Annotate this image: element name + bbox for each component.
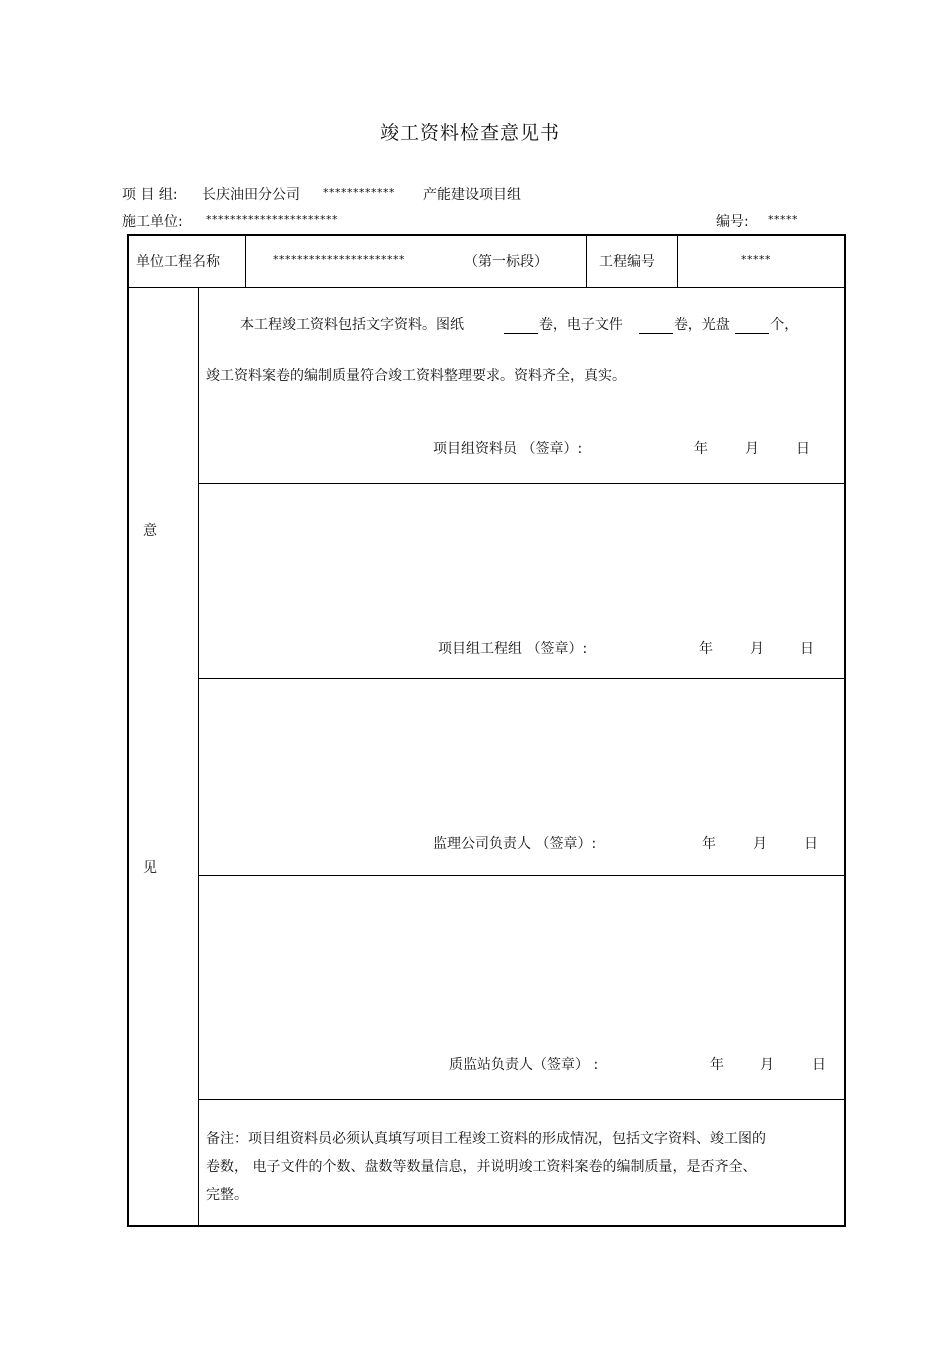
project-group-dept: 产能建设项目组 (423, 187, 521, 203)
block2-date-month: 月 (750, 641, 764, 657)
construction-unit-label: 施工单位: (122, 214, 183, 230)
block3-signer: 监理公司负责人 （签章）: (433, 836, 597, 852)
block3-date-day: 日 (804, 836, 818, 852)
block-divider-4 (198, 1099, 846, 1100)
table-border-right (844, 234, 846, 1227)
block-divider-3 (198, 875, 846, 876)
block3-date-month: 月 (753, 836, 767, 852)
number-value: ***** (768, 213, 798, 226)
section-label: （第一标段） (464, 254, 548, 270)
block4-signer: 质监站负责人（签章） : (449, 1057, 599, 1073)
side-label-opinion-1: 意 (143, 523, 157, 539)
block-divider-2 (198, 678, 846, 679)
table-border-left (127, 234, 129, 1227)
block1-line1-d: 个， (770, 317, 799, 333)
table-border-bottom (127, 1225, 846, 1227)
block4-date-month: 月 (760, 1057, 774, 1073)
blank-discs-count[interactable] (735, 319, 769, 334)
block3-date-year: 年 (702, 836, 716, 852)
unit-name-masked: ********************** (273, 253, 405, 266)
remarks-note: 备注：项目组资料员必须认真填写项目工程竣工资料的形成情况，包括文字资料、竣工图的卷数， 电子文件的个数、盘数等数量信息，并说明竣工资料案卷的编制质量，是否齐全、完整。 (206, 1131, 766, 1203)
project-group-label: 项 目 组: (122, 187, 178, 203)
block1-line1-a: 本工程竣工资料包括文字资料。图纸 (240, 317, 464, 333)
blank-drawings-count[interactable] (504, 319, 538, 334)
table-border-top (127, 234, 846, 236)
header-row-divider (127, 287, 846, 288)
project-no-label: 工程编号 (599, 254, 655, 270)
side-label-opinion-2: 见 (143, 860, 157, 876)
block4-date-year: 年 (710, 1057, 724, 1073)
block1-date-month: 月 (745, 441, 759, 457)
header-col-divider-2 (586, 234, 587, 288)
page-title: 竣工资料检查意见书 (379, 122, 560, 144)
unit-name-label: 单位工程名称 (136, 254, 220, 270)
block1-date-day: 日 (796, 441, 810, 457)
block2-date-day: 日 (800, 641, 814, 657)
block4-date-day: 日 (812, 1057, 826, 1073)
project-no-value: ***** (741, 253, 771, 266)
header-col-divider-1 (245, 234, 246, 288)
number-label: 编号: (716, 214, 749, 230)
block1-date-year: 年 (694, 441, 708, 457)
block2-signer: 项目组工程组 （签章）: (438, 641, 588, 657)
blank-electronic-files-count[interactable] (639, 319, 673, 334)
construction-unit-masked: ********************** (206, 213, 338, 226)
block1-line2: 竣工资料案卷的编制质量符合竣工资料整理要求。资料齐全，真实。 (206, 368, 626, 384)
project-group-masked: ************ (323, 186, 395, 199)
block1-signer: 项目组资料员 （签章）: (433, 441, 583, 457)
block1-line1-b: 卷，电子文件 (538, 317, 623, 333)
block1-line1 (240, 314, 798, 334)
block1-line1-c: 卷，光盘 (673, 317, 730, 333)
block-divider-1 (198, 483, 846, 484)
block2-date-year: 年 (699, 641, 713, 657)
header-col-divider-3 (677, 234, 678, 288)
side-col-divider (198, 287, 199, 1227)
project-group-company: 长庆油田分公司 (202, 187, 300, 203)
